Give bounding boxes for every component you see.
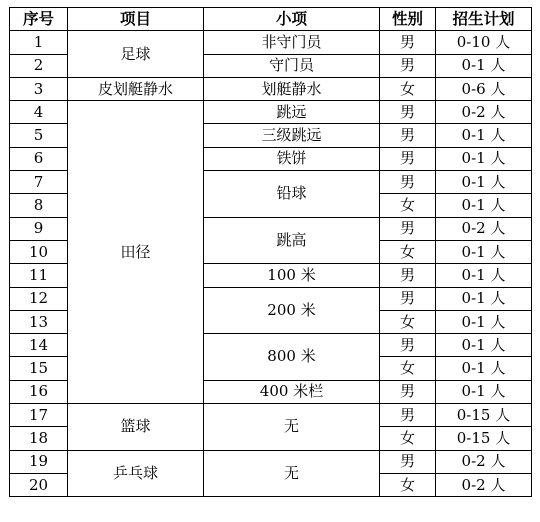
sub-event-cell: 非守门员 — [204, 31, 380, 54]
gender-cell: 男 — [380, 171, 436, 194]
row-index: 15 — [10, 357, 68, 380]
project-cell: 田径 — [68, 101, 204, 404]
quota-cell: 0-1 人 — [436, 264, 532, 287]
row-index: 14 — [10, 334, 68, 357]
sub-event-cell: 跳远 — [204, 101, 380, 124]
quota-cell: 0-15 人 — [436, 404, 532, 427]
row-index: 12 — [10, 287, 68, 310]
sub-event-cell: 铁饼 — [204, 147, 380, 170]
row-index: 11 — [10, 264, 68, 287]
gender-cell: 女 — [380, 427, 436, 450]
gender-cell: 男 — [380, 217, 436, 240]
sub-event-cell: 三级跳远 — [204, 124, 380, 147]
quota-cell: 0-10 人 — [436, 31, 532, 54]
row-index: 9 — [10, 217, 68, 240]
gender-cell: 男 — [380, 264, 436, 287]
row-index: 19 — [10, 450, 68, 473]
gender-cell: 男 — [380, 147, 436, 170]
sub-event-cell: 400 米栏 — [204, 380, 380, 403]
quota-cell: 0-15 人 — [436, 427, 532, 450]
quota-cell: 0-1 人 — [436, 357, 532, 380]
gender-cell: 男 — [380, 31, 436, 54]
recruitment-plan-table — [9, 7, 532, 497]
header-project: 项目 — [68, 8, 204, 31]
quota-cell: 0-2 人 — [436, 217, 532, 240]
project-cell: 皮划艇静水 — [68, 77, 204, 100]
row-index: 3 — [10, 77, 68, 100]
row-index: 20 — [10, 473, 68, 496]
table-row — [10, 77, 532, 100]
sub-event-cell: 无 — [204, 450, 380, 497]
gender-cell: 女 — [380, 194, 436, 217]
sub-event-cell: 铅球 — [204, 171, 380, 218]
gender-cell: 男 — [380, 450, 436, 473]
header-quota: 招生计划 — [436, 8, 532, 31]
gender-cell: 女 — [380, 357, 436, 380]
header-sub-event: 小项 — [204, 8, 380, 31]
quota-cell: 0-1 人 — [436, 124, 532, 147]
row-index: 16 — [10, 380, 68, 403]
row-index: 4 — [10, 101, 68, 124]
sub-event-cell: 无 — [204, 404, 380, 451]
sub-event-cell: 守门员 — [204, 54, 380, 77]
sub-event-cell: 跳高 — [204, 217, 380, 264]
quota-cell: 0-1 人 — [436, 287, 532, 310]
row-index: 8 — [10, 194, 68, 217]
quota-cell: 0-1 人 — [436, 310, 532, 333]
quota-cell: 0-1 人 — [436, 334, 532, 357]
gender-cell: 女 — [380, 310, 436, 333]
quota-cell: 0-2 人 — [436, 450, 532, 473]
project-cell: 篮球 — [68, 404, 204, 451]
row-index: 13 — [10, 310, 68, 333]
recruitment-table-container — [9, 7, 532, 497]
gender-cell: 男 — [380, 124, 436, 147]
sub-event-cell: 100 米 — [204, 264, 380, 287]
header-index: 序号 — [10, 8, 68, 31]
row-index: 18 — [10, 427, 68, 450]
quota-cell: 0-1 人 — [436, 54, 532, 77]
gender-cell: 女 — [380, 473, 436, 496]
gender-cell: 男 — [380, 287, 436, 310]
sub-event-cell: 200 米 — [204, 287, 380, 334]
gender-cell: 男 — [380, 334, 436, 357]
gender-cell: 男 — [380, 404, 436, 427]
quota-cell: 0-2 人 — [436, 101, 532, 124]
quota-cell: 0-1 人 — [436, 240, 532, 263]
row-index: 17 — [10, 404, 68, 427]
project-cell: 乒乓球 — [68, 450, 204, 497]
quota-cell: 0-6 人 — [436, 77, 532, 100]
sub-event-cell: 划艇静水 — [204, 77, 380, 100]
quota-cell: 0-1 人 — [436, 147, 532, 170]
table-row — [10, 101, 532, 124]
table-row — [10, 404, 532, 427]
header-gender: 性别 — [380, 8, 436, 31]
sub-event-cell: 800 米 — [204, 334, 380, 381]
gender-cell: 男 — [380, 380, 436, 403]
row-index: 1 — [10, 31, 68, 54]
quota-cell: 0-1 人 — [436, 380, 532, 403]
row-index: 5 — [10, 124, 68, 147]
row-index: 10 — [10, 240, 68, 263]
quota-cell: 0-2 人 — [436, 473, 532, 496]
gender-cell: 女 — [380, 77, 436, 100]
gender-cell: 男 — [380, 101, 436, 124]
row-index: 7 — [10, 171, 68, 194]
table-row — [10, 31, 532, 54]
gender-cell: 男 — [380, 54, 436, 77]
table-row — [10, 450, 532, 473]
quota-cell: 0-1 人 — [436, 171, 532, 194]
row-index: 2 — [10, 54, 68, 77]
quota-cell: 0-1 人 — [436, 194, 532, 217]
header-row — [10, 8, 532, 31]
row-index: 6 — [10, 147, 68, 170]
gender-cell: 女 — [380, 240, 436, 263]
project-cell: 足球 — [68, 31, 204, 78]
